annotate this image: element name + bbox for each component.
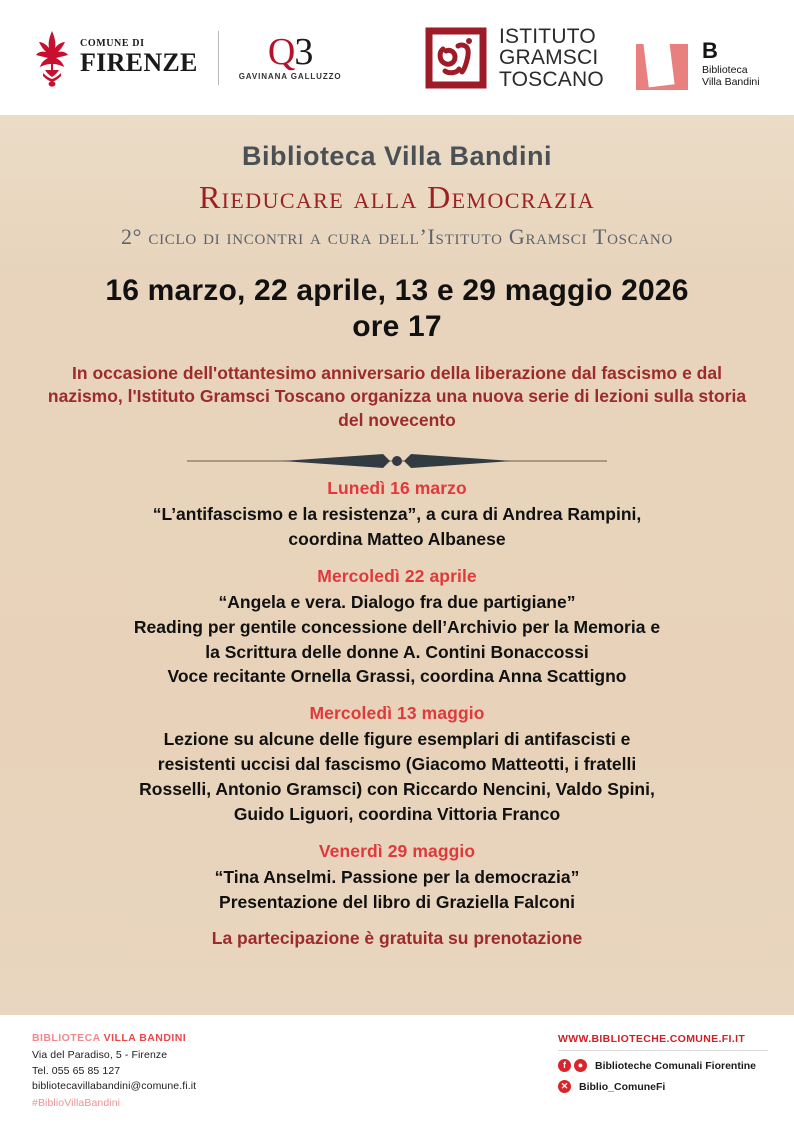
footer-social-label: Biblio_ComuneFi (579, 1080, 666, 1093)
instagram-icon[interactable]: ● (574, 1059, 587, 1072)
event-detail-line: coordina Matteo Albanese (288, 529, 506, 550)
giglio-fiorentino-icon (30, 29, 74, 87)
footer-social-row[interactable] (558, 1059, 768, 1072)
comune-label: COMUNE DI (80, 38, 145, 49)
event-item (24, 478, 770, 552)
comune-firenze-logo (30, 29, 198, 87)
logo-line-2: Villa Bandini (702, 75, 760, 88)
footer (0, 1015, 794, 1123)
istituto-gramsci-wordmark (499, 26, 604, 90)
footer-hashtag[interactable]: #BiblioVillaBandini (32, 1097, 121, 1109)
event-dates (24, 273, 770, 346)
istituto-gramsci-mark-icon (425, 27, 487, 89)
biblioteca-villa-bandini-mark-icon (630, 40, 692, 92)
logo-line-1: Biblioteca (702, 64, 748, 76)
venue-title: Biblioteca Villa Bandini (241, 141, 553, 171)
ornament-divider-icon (187, 450, 607, 472)
event-detail-line: Lezione su alcune delle figure esemplari di antifascisti e (163, 729, 631, 750)
event-detail-line: “L’antifascismo e la resistenza”, a cura di Andrea Rampini, (152, 504, 642, 525)
footer-contact-block (32, 1031, 196, 1112)
event-detail-line: “Tina Anselmi. Passione per la democrazia” (214, 866, 580, 887)
istituto-gramsci-logo (425, 26, 604, 90)
footer-address: Via del Paradiso, 5 - Firenze (32, 1048, 168, 1061)
event-detail-line: Presentazione del libro di Graziella Falconi (219, 891, 575, 912)
poster-title: Rieducare alla Democrazia (198, 179, 596, 215)
event-detail-line: resistenti uccisi dal fascismo (Giacomo Matteotti, i fratelli (157, 754, 637, 775)
footer-web-block (558, 1033, 768, 1093)
dates-line-2: ore 17 (352, 310, 442, 344)
event-item (24, 841, 770, 915)
events-list (24, 478, 770, 914)
logo-letter-b: B (702, 38, 718, 63)
event-detail-line: Rosselli, Antonio Gramsci) con Riccardo Nencini, Valdo Spini, (139, 779, 655, 799)
event-date: Lunedì 16 marzo (327, 478, 467, 499)
biblioteca-villa-bandini-logo (630, 40, 760, 92)
footer-phone: Tel. 055 65 85 127 (32, 1064, 121, 1077)
poster-subtitle: 2° ciclo di incontri a cura dell’Istituto Gramsci Toscano (120, 223, 673, 249)
gramsci-line-1: ISTITUTO (499, 25, 596, 48)
footer-library-name-bold: VILLA BANDINI (103, 1032, 187, 1044)
q3-subtitle: GAVINANA GALLUZZO (238, 72, 342, 82)
free-participation-note: La partecipazione è gratuita su prenotazione (211, 928, 583, 949)
footer-social-row[interactable] (558, 1080, 768, 1093)
event-date: Venerdì 29 maggio (318, 840, 476, 861)
logo-separator (218, 31, 219, 85)
event-detail-line: Voce recitante Ornella Grassi, coordina Anna Scattigno (167, 666, 627, 687)
footer-email[interactable]: bibliotecavillabandini@comune.fi.it (32, 1080, 197, 1093)
logo-bar (0, 0, 794, 115)
footer-library-name-light: BIBLIOTECA (32, 1032, 104, 1044)
q3-mark (239, 30, 342, 73)
gramsci-line-2: GRAMSCI (499, 46, 599, 70)
gramsci-line-3: TOSCANO (499, 67, 604, 91)
event-item (24, 566, 770, 689)
event-detail-line: la Scrittura delle donne A. Contini Bonaccossi (205, 641, 589, 662)
footer-library-name (32, 1031, 196, 1047)
biblioteca-wordmark (702, 40, 760, 89)
q3-letter: Q (267, 30, 295, 73)
footer-social-label: Biblioteche Comunali Fiorentine (595, 1059, 757, 1072)
intro-paragraph: In occasione dell'ottantesimo anniversario della liberazione dal fascismo e dal nazismo, l'Istituto Gramsci Toscano organizza una nuova serie di lezioni sulla storia del novecento (47, 362, 747, 430)
footer-website-link[interactable]: WWW.BIBLIOTECHE.COMUNE.FI.IT (558, 1033, 768, 1051)
event-date: Mercoledì 22 aprile (317, 565, 477, 586)
event-date: Mercoledì 13 maggio (309, 703, 485, 724)
event-item (24, 703, 770, 826)
event-detail-line: “Angela e vera. Dialogo fra due partigiane” (218, 591, 576, 612)
x-twitter-icon[interactable]: ✕ (558, 1080, 571, 1093)
dates-line-1: 16 marzo, 22 aprile, 13 e 29 maggio 2026 (105, 273, 689, 307)
event-detail-line: Reading per gentile concessione dell’Archivio per la Memoria e (133, 616, 661, 637)
q3-quartiere-logo (238, 30, 342, 82)
poster-panel (0, 115, 794, 1015)
logo-page-shape (643, 41, 674, 88)
event-detail-line: Guido Liguori, coordina Vittoria Franco (233, 803, 561, 824)
facebook-icon[interactable]: f (558, 1059, 571, 1072)
q3-number: 3 (294, 30, 313, 73)
comune-firenze-wordmark (80, 39, 198, 76)
firenze-label: FIRENZE (80, 48, 198, 77)
